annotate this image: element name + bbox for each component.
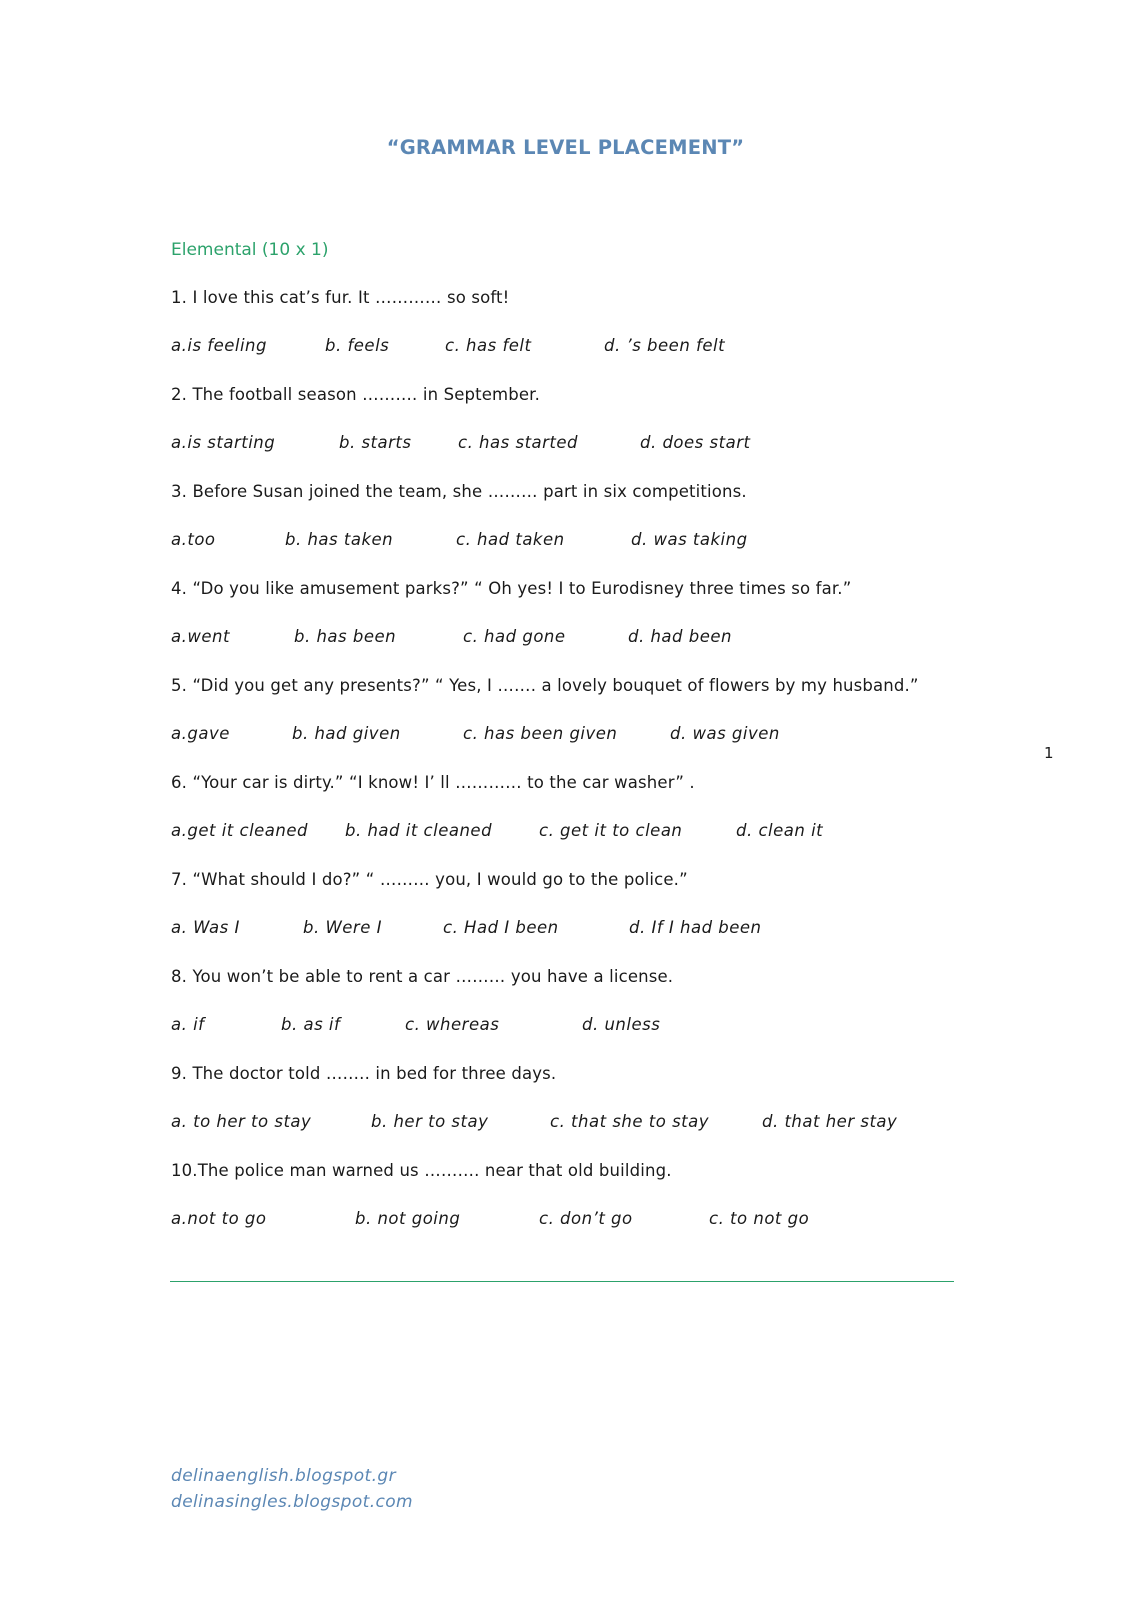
answer-options [171,821,971,845]
option-a: a.is feeling [171,336,267,355]
option-b: b. her to stay [371,1112,489,1131]
option-c: c. had taken [456,530,565,549]
question-text: 10.The police man warned us ………. near that old building. [171,1161,672,1180]
option-a: a.went [171,627,230,646]
option-d: d. unless [582,1015,661,1034]
option-b: b. has taken [285,530,394,549]
page-number: 1 [1044,744,1054,762]
option-d: d. was given [670,724,780,743]
question-text: 7. “What should I do?” “ ……… you, I would go to the police.” [171,870,688,889]
question-8 [171,961,971,1058]
option-d: d. that her stay [762,1112,898,1131]
answer-options [171,724,971,748]
option-a: a.too [171,530,216,549]
answer-options [171,530,971,554]
footer [171,1463,413,1515]
option-c: c. has felt [445,336,532,355]
answer-options [171,1209,971,1233]
option-c: c. Had I been [443,918,559,937]
question-text: 5. “Did you get any presents?” “ Yes, I ……. a lovely bouquet of flowers by my husband.” [171,676,919,695]
question-list [171,282,971,1252]
option-c: c. that she to stay [550,1112,710,1131]
option-d: d. does start [640,433,751,452]
footer-link-singles[interactable]: delinasingles.blogspot.com [171,1492,414,1512]
answer-options [171,1015,971,1039]
question-7 [171,864,971,961]
option-a: a. to her to stay [171,1112,312,1131]
option-b: b. has been [294,627,397,646]
question-5 [171,670,971,767]
question-text: 6. “Your car is dirty.” “I know! I’ ll ………… to the car washer” . [171,773,695,792]
page-title: “GRAMMAR LEVEL PLACEMENT” [386,136,745,159]
question-1 [171,282,971,379]
option-d: d. was taking [631,530,748,549]
section-divider [170,1281,954,1282]
question-6 [171,767,971,864]
option-a: a.get it cleaned [171,821,308,840]
question-9 [171,1058,971,1155]
question-text: 1. I love this cat’s fur. It ………… so soft! [171,288,510,307]
answer-options [171,1112,971,1136]
option-a: a.gave [171,724,230,743]
option-d: c. to not go [709,1209,810,1228]
option-c: c. has started [458,433,579,452]
option-b: b. Were I [303,918,382,937]
answer-options [171,336,971,360]
option-a: a. Was I [171,918,240,937]
answer-options [171,627,971,651]
option-b: b. as if [281,1015,341,1034]
option-a: a.is starting [171,433,276,452]
question-10 [171,1155,971,1252]
question-text: 2. The football season ………. in September. [171,385,540,404]
question-3 [171,476,971,573]
question-text: 8. You won’t be able to rent a car ……… you have a license. [171,967,674,986]
option-b: b. had given [292,724,401,743]
question-text: 9. The doctor told …….. in bed for three days. [171,1064,557,1083]
answer-options [171,433,971,457]
option-c: c. had gone [463,627,566,646]
option-b: b. had it cleaned [345,821,493,840]
option-c: c. whereas [405,1015,500,1034]
question-4 [171,573,971,670]
option-b: b. feels [325,336,390,355]
option-b: b. not going [355,1209,461,1228]
option-d: d. If I had been [629,918,762,937]
footer-link-blog[interactable]: delinaenglish.blogspot.gr [171,1466,396,1486]
question-2 [171,379,971,476]
option-a: a.not to go [171,1209,267,1228]
option-b: b. starts [339,433,412,452]
question-text: 4. “Do you like amusement parks?” “ Oh yes! I to Eurodisney three times so far.” [171,579,852,598]
question-text: 3. Before Susan joined the team, she ……… part in six competitions. [171,482,747,501]
option-d: d. clean it [736,821,824,840]
option-c: c. don’t go [539,1209,633,1228]
section-heading: Elemental (10 x 1) [171,240,329,260]
answer-options [171,918,971,942]
option-d: d. ’s been felt [604,336,726,355]
option-a: a. if [171,1015,205,1034]
option-d: d. had been [628,627,732,646]
option-c: c. get it to clean [539,821,683,840]
option-c: c. has been given [463,724,618,743]
